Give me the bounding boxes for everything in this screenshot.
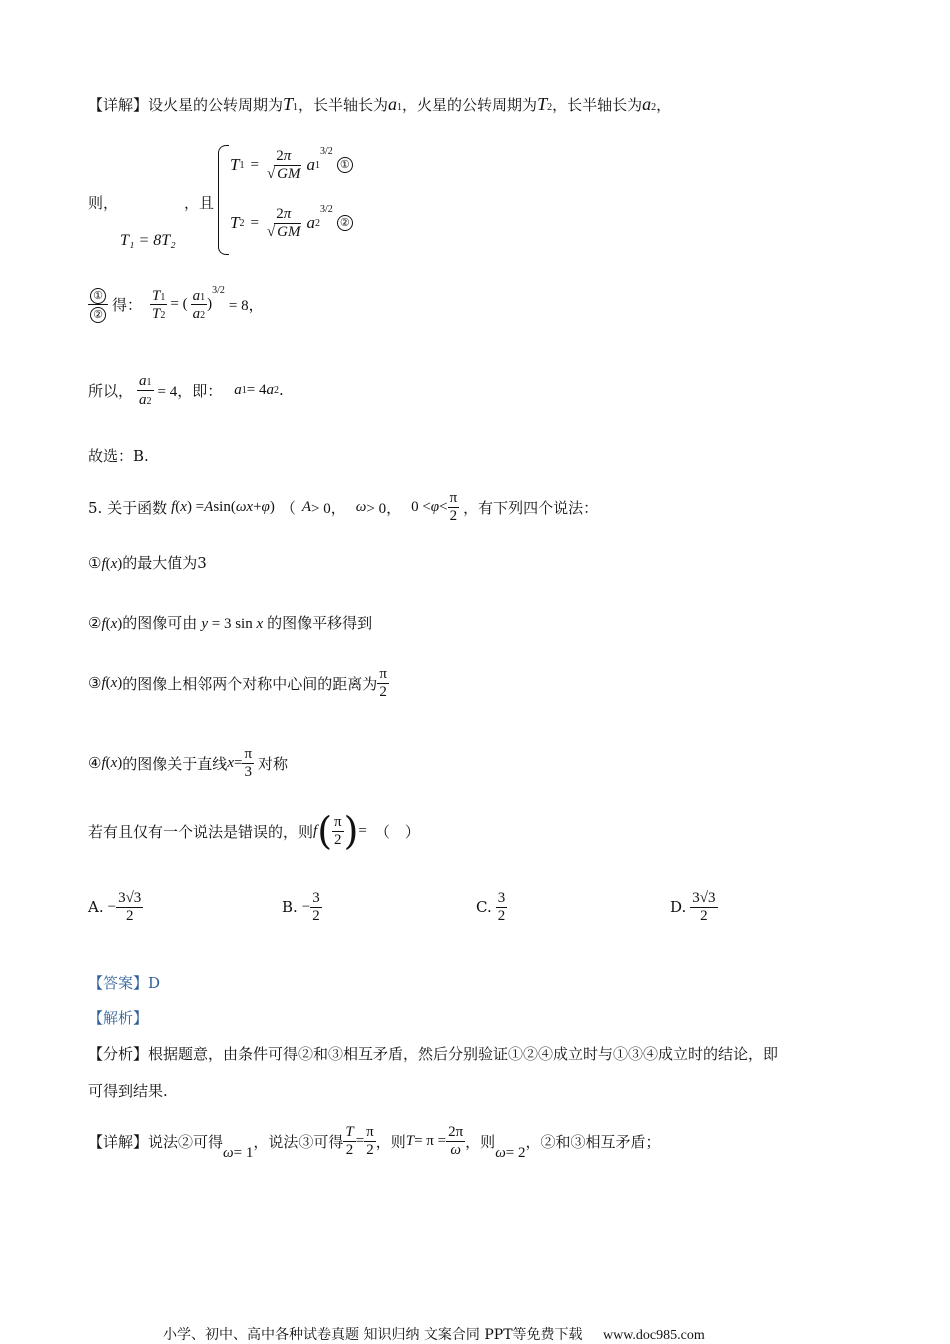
answer-label: 【答案】D [88, 974, 161, 992]
ratio-line: $\frac{\text{①}}{\text{②}}$ 得： $\frac{T1}{T2}$ = ( $\frac{a1}{a2}$ ) 3/2 = 8， [88, 286, 264, 323]
previous-answer: 故选：B. [88, 447, 149, 465]
and-label: ，且 [184, 194, 215, 212]
statement-4: ④ f ( x ) 的图像关于直线 x = $\frac{\pi}{3}$ 对称 [88, 746, 289, 780]
option-a[interactable]: A. − $\frac{3√3}{2}$ [88, 890, 142, 924]
system-brace [218, 145, 229, 255]
option-c[interactable]: C. $\frac{3}{2}$ [476, 890, 506, 924]
option-d[interactable]: D. $\frac{3√3}{2}$ [670, 890, 716, 924]
statement-2: ②f(x)的图像可由 y = 3 sin x 的图像平移得到 [88, 614, 373, 632]
equation-2: T 2 = $\frac{2\pi}{√ GM}$ a 2 3/2 ② [230, 206, 353, 240]
statement-1: ①f(x)的最大值为3 [88, 554, 207, 572]
statement-3: ③ f ( x ) 的图像上相邻两个对称中心间的距离为 $\frac{\pi}{2}$ [88, 666, 387, 700]
eq1-tag: ① [337, 157, 353, 173]
eq2-tag: ② [337, 215, 353, 231]
footer-url[interactable]: www.doc985.com [602, 1328, 705, 1343]
equation-1: T 1 = $\frac{2\pi}{√ GM}$ a 1 3/2 ① [230, 148, 353, 182]
detail-line-2: 【详解】说法②可得 ω = 1 ，说法③可得 $\frac{T}{2}$ = $\frac{\pi}{2}$ ，则 T = π = $\frac{2\pi}{\omega}$ ，则 ω = 2 ，②和③相互矛盾； [88, 1124, 661, 1161]
analysis-text-1: 【分析】根据题意，由条件可得②和③相互矛盾，然后分别验证①②④成立时与①③④成立时的结论，即 [88, 1045, 779, 1063]
analysis-label: 【解析】 [88, 1009, 149, 1027]
analysis-text-2: 可得到结果. [88, 1082, 168, 1100]
option-b[interactable]: B. − $\frac{3}{2}$ [282, 890, 320, 924]
detail-line-1: 【详解】设火星的公转周期为T1，长半轴长为a1，火星的公转周期为T2，长半轴长为a2， [88, 94, 672, 114]
footer [163, 1324, 705, 1344]
t-relation: T₁ = 8T₂ [120, 232, 176, 249]
footer-text: 小学、初中、高中各种试卷真题 知识归纳 文案合同 PPT等免费下载 [163, 1327, 583, 1343]
q5-ask: 若有且仅有一个说法是错误的，则 f ( $\frac{\pi}{2}$ ) = （ ） [88, 809, 420, 853]
q5-stem: 5. 关于函数 f ( x ) = A sin( ωx + φ ) （ A > 0， ω > 0， 0 < φ < $\frac{\pi}{2}$ ，有下列四个说法： [88, 490, 599, 524]
so-line: 所以， $\frac{a1}{a2}$ = 4，即： a 1 = 4 a 2 . [88, 373, 284, 408]
then-label: 则， [88, 194, 119, 212]
